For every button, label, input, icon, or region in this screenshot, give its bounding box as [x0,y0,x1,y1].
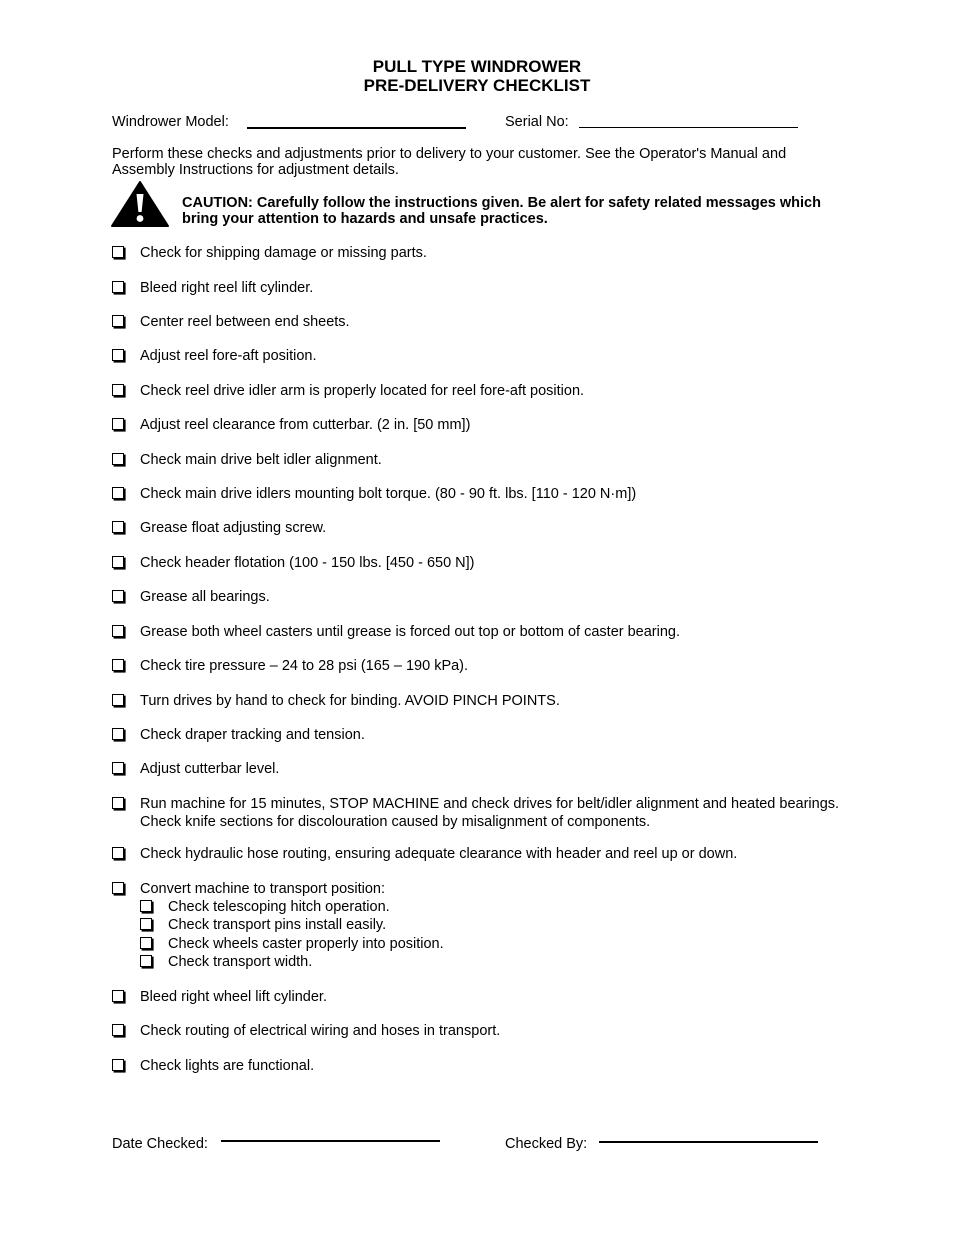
checklist-item-label: Check transport width. [168,954,313,970]
checkbox[interactable] [112,1059,124,1071]
checkbox[interactable] [112,625,124,637]
checkbox[interactable] [112,659,124,671]
checklist-item-label: Convert machine to transport position: [140,881,386,897]
checklist-item-label: Grease both wheel casters until grease is forced out top or bottom of caster bearing. [140,624,681,640]
checklist-item-label: Check header flotation (100 - 150 lbs. [450 - 650 N]) [140,555,475,571]
checklist-item-label: Grease float adjusting screw. [140,520,327,536]
checkbox[interactable] [112,556,124,568]
checklist-item-label: Adjust cutterbar level. [140,761,280,777]
checkbox[interactable] [112,384,124,396]
checklist-item-label: Bleed right wheel lift cylinder. [140,989,327,1005]
checklist-item-label: Check main drive belt idler alignment. [140,452,382,468]
checklist-item-label: Check draper tracking and tension. [140,727,365,743]
serial-no-label: Serial No: [505,114,569,130]
checklist-item-label: Turn drives by hand to check for binding. AVOID PINCH POINTS. [140,693,560,709]
checklist-item-label: Check telescoping hitch operation. [168,899,390,915]
checklist-item-label: Check hydraulic hose routing, ensuring adequate clearance with header and reel up or down. [140,846,738,862]
checkbox[interactable] [112,246,124,258]
checkbox[interactable] [112,590,124,602]
checklist-item-label: Center reel between end sheets. [140,314,350,330]
checklist-item-label: Check for shipping damage or missing parts. [140,245,427,261]
checklist-item-label: Check routing of electrical wiring and hoses in transport. [140,1023,501,1039]
checkbox[interactable] [112,453,124,465]
checked-by-label: Checked By: [505,1136,588,1152]
checked-by-field[interactable] [599,1141,818,1143]
checkbox[interactable] [112,487,124,499]
serial-no-field[interactable] [579,127,798,128]
checkbox[interactable] [140,955,152,967]
checkbox[interactable] [112,349,124,361]
checkbox[interactable] [112,1024,124,1036]
windrower-model-field[interactable] [247,127,466,129]
checklist-item-label: Adjust reel clearance from cutterbar. (2 in. [50 mm]) [140,417,471,433]
checkbox[interactable] [112,797,124,809]
checklist-item-label: Check main drive idlers mounting bolt torque. (80 - 90 ft. lbs. [110 - 120 N·m]) [140,486,637,502]
page-title-line1: PULL TYPE WINDROWER [372,57,582,76]
intro-paragraph: Perform these checks and adjustments prior to delivery to your customer. See the Operator's Manual and Assembly Instructions for adjustment details. [112,146,787,178]
checkbox[interactable] [112,521,124,533]
checklist-item-label: Bleed right reel lift cylinder. [140,280,314,296]
windrower-model-label: Windrower Model: [112,114,229,130]
checklist-item-label: Check wheels caster properly into position. [168,936,444,952]
checklist-item-label: Check tire pressure – 24 to 28 psi (165 – 190 kPa). [140,658,469,674]
checkbox[interactable] [140,937,152,949]
checklist-item-label: Check reel drive idler arm is properly located for reel fore-aft position. [140,383,585,399]
page-title-line2: PRE-DELIVERY CHECKLIST [363,76,591,95]
checklist-item-label: Adjust reel fore-aft position. [140,348,317,364]
checkbox[interactable] [112,315,124,327]
checkbox[interactable] [112,847,124,859]
warning-triangle-icon [110,180,170,228]
checkbox[interactable] [112,882,124,894]
date-checked-label: Date Checked: [112,1136,208,1152]
checkbox[interactable] [112,281,124,293]
caution-message: CAUTION: Carefully follow the instructions given. Be alert for safety related messages which bring your attention to hazards and unsafe practices. [182,195,821,227]
checkbox[interactable] [112,728,124,740]
checkbox[interactable] [112,418,124,430]
checklist-item-label: Run machine for 15 minutes, STOP MACHINE and check drives for belt/idler alignment and heated bearings. Check knife sections for discolouration caused by misalignment of components. [140,796,840,830]
date-checked-field[interactable] [221,1140,440,1142]
checkbox[interactable] [140,918,152,930]
checklist-item-label: Check transport pins install easily. [168,917,387,933]
checklist-item-label: Check lights are functional. [140,1058,315,1074]
checklist-item-label: Grease all bearings. [140,589,270,605]
checkbox[interactable] [140,900,152,912]
checkbox[interactable] [112,694,124,706]
checkbox[interactable] [112,990,124,1002]
checkbox[interactable] [112,762,124,774]
